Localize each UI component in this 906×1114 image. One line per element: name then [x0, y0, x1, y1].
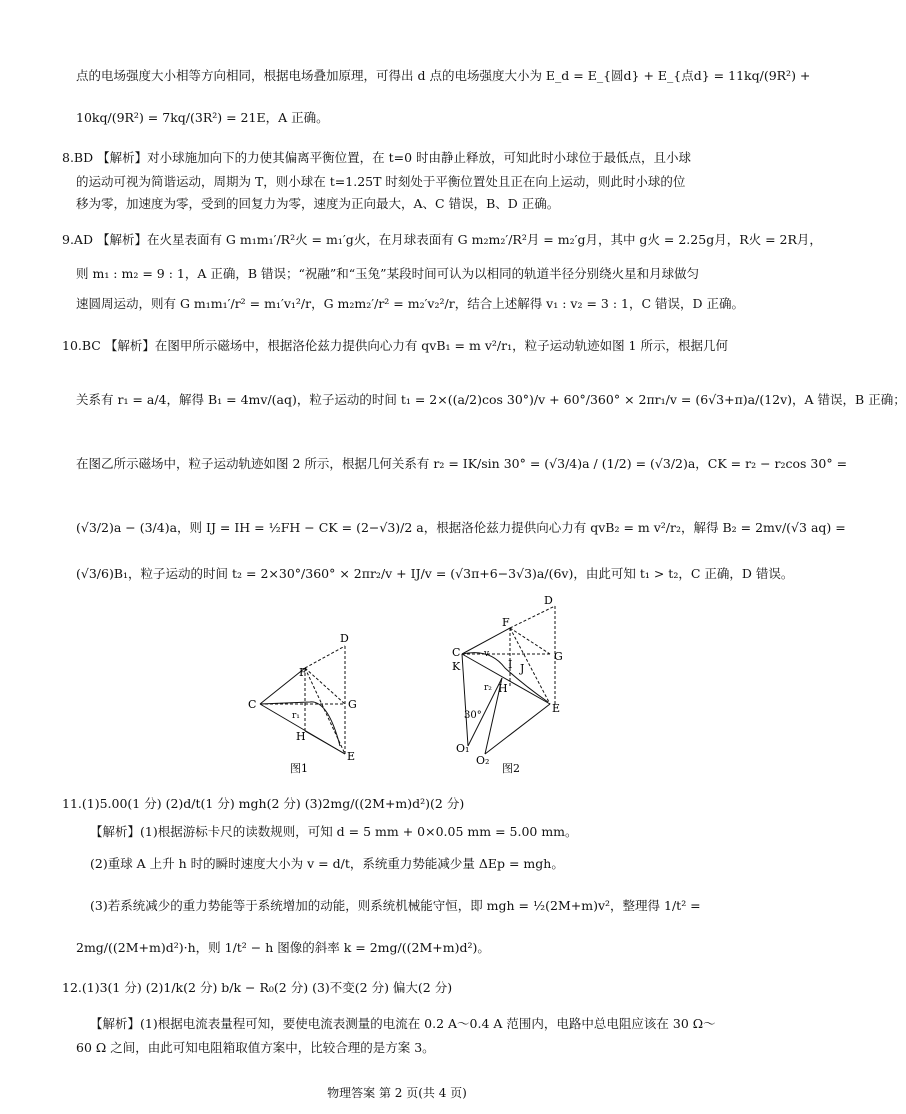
label-g: G — [348, 698, 357, 711]
label-j: J — [520, 662, 525, 675]
text-line: 在图乙所示磁场中，粒子运动轨迹如图 2 所示，根据几何关系有 r₂ = IK/sin 30° = (√3/4)a / (1/2) = (√3/2)a，CK = r₂ − r₂cos 30° = — [76, 456, 848, 471]
text-line: 10kq/(9R²) = 7kq/(3R²) = 21E，A 正确。 — [76, 110, 329, 125]
label-i: I — [508, 658, 513, 671]
label-h: H — [296, 730, 306, 743]
label-angle: 30° — [464, 710, 482, 721]
label-c: C — [452, 646, 461, 659]
label-d: D — [544, 594, 553, 607]
label-g: G — [554, 650, 563, 663]
label-r2: r₂ — [484, 683, 492, 693]
text-line: 【解析】(1)根据游标卡尺的读数规则，可知 d = 5 mm + 0×0.05 mm = 5.00 mm。 — [90, 824, 578, 839]
label-f: F — [299, 666, 307, 679]
q10-line: 10.BC 【解析】在图甲所示磁场中，根据洛伦兹力提供向心力有 qvB₁ = m v²/r₁，粒子运动轨迹如图 1 所示，根据几何 — [62, 338, 728, 353]
text-line: (√3/6)B₁，粒子运动的时间 t₂ = 2×30°/360° × 2πr₂/v + IJ/v = (√3π+6−3√3)a/(6v)，由此可知 t₁ > t₂，C 正确，D 错误。 — [76, 566, 794, 581]
q9-line: 9.AD 【解析】在火星表面有 G m₁m₁′/R²火 = m₁′g火，在月球表面有 G m₂m₂′/R²月 = m₂′g月，其中 g火 = 2.25g月，R火 = 2R月， — [62, 232, 822, 247]
label-e: E — [347, 750, 356, 763]
label-o1: O₁ — [456, 742, 470, 755]
label-k: K — [452, 660, 461, 673]
page-footer: 物理答案 第 2 页(共 4 页) — [327, 1086, 467, 1100]
label-e: E — [552, 702, 561, 715]
text-line: (3)若系统减少的重力势能等于系统增加的动能，则系统机械能守恒，即 mgh = ½(2M+m)v²，整理得 1/t² = — [90, 898, 701, 913]
text-line: (√3/2)a − (3/4)a，则 IJ = IH = ½FH − CK = (2−√3)/2 a，根据洛伦兹力提供向心力有 qvB₂ = m v²/r₂，解得 B₂ = 2mv/(√3 aq) = — [76, 520, 846, 535]
label-h: H — [498, 682, 508, 695]
label-f: F — [502, 616, 510, 629]
text-line: 的运动可视为简谐运动，周期为 T，则小球在 t=1.25T 时刻处于平衡位置处且正在向上运动，则此时小球的位 — [76, 174, 686, 189]
q12-line: 12.(1)3(1 分) (2)1/k(2 分) b/k − R₀(2 分) (3)不变(2 分) 偏大(2 分) — [62, 980, 453, 995]
text-line: 关系有 r₁ = a/4，解得 B₁ = 4mv/(aq)，粒子运动的时间 t₁ = 2×((a/2)cos 30°)/v + 60°/360° × 2πr₁/v = (6√3+π)a/(12v)，A 错误，B 正确； — [76, 392, 906, 407]
text-line: (2)重球 A 上升 h 时的瞬时速度大小为 v = d/t，系统重力势能减少量 ΔEp = mgh。 — [90, 856, 564, 871]
text-line: 速圆周运动，则有 G m₁m₁′/r² = m₁′v₁²/r，G m₂m₂′/r² = m₂′v₂²/r，结合上述解得 v₁ : v₂ = 3 : 1，C 错误，D 正确。 — [76, 296, 745, 311]
text-line: 点的电场强度大小相等方向相同，根据电场叠加原理，可得出 d 点的电场强度大小为 E_d = E_{圆d} + E_{点d} = 11kq/(9R²) + — [76, 68, 811, 83]
figures — [240, 594, 610, 776]
text-line: 则 m₁ : m₂ = 9 : 1，A 正确，B 错误；“祝融”和“玉兔”某段时间可认为以相同的轨道半径分别绕火星和月球做匀 — [76, 266, 700, 281]
caption-fig1: 图1 — [290, 762, 308, 775]
label-o2: O₂ — [476, 754, 490, 767]
label-c: C — [248, 698, 257, 711]
figure-diagrams — [240, 594, 610, 776]
text-line: 【解析】(1)根据电流表量程可知，要使电流表测量的电流在 0.2 A～0.4 A 范围内，电路中总电阻应该在 30 Ω～ — [90, 1016, 716, 1031]
label-v: v — [484, 649, 490, 659]
text-line: 移为零，加速度为零，受到的回复力为零，速度为正向最大，A、C 错误，B、D 正确。 — [76, 196, 560, 211]
caption-fig2: 图2 — [502, 762, 520, 775]
q8-line: 8.BD 【解析】对小球施加向下的力使其偏离平衡位置，在 t=0 时由静止释放，可知此时小球位于最低点，且小球 — [62, 150, 692, 165]
label-d: D — [340, 632, 349, 645]
text-line: 2mg/((2M+m)d²)·h，则 1/t² − h 图像的斜率 k = 2mg/((2M+m)d²)。 — [76, 940, 490, 955]
label-r1: r₁ — [292, 711, 300, 721]
text-line: 60 Ω 之间，由此可知电阻箱取值方案中，比较合理的是方案 3。 — [76, 1040, 435, 1055]
q11-line: 11.(1)5.00(1 分) (2)d/t(1 分) mgh(2 分) (3)2mg/((2M+m)d²)(2 分) — [62, 796, 465, 811]
